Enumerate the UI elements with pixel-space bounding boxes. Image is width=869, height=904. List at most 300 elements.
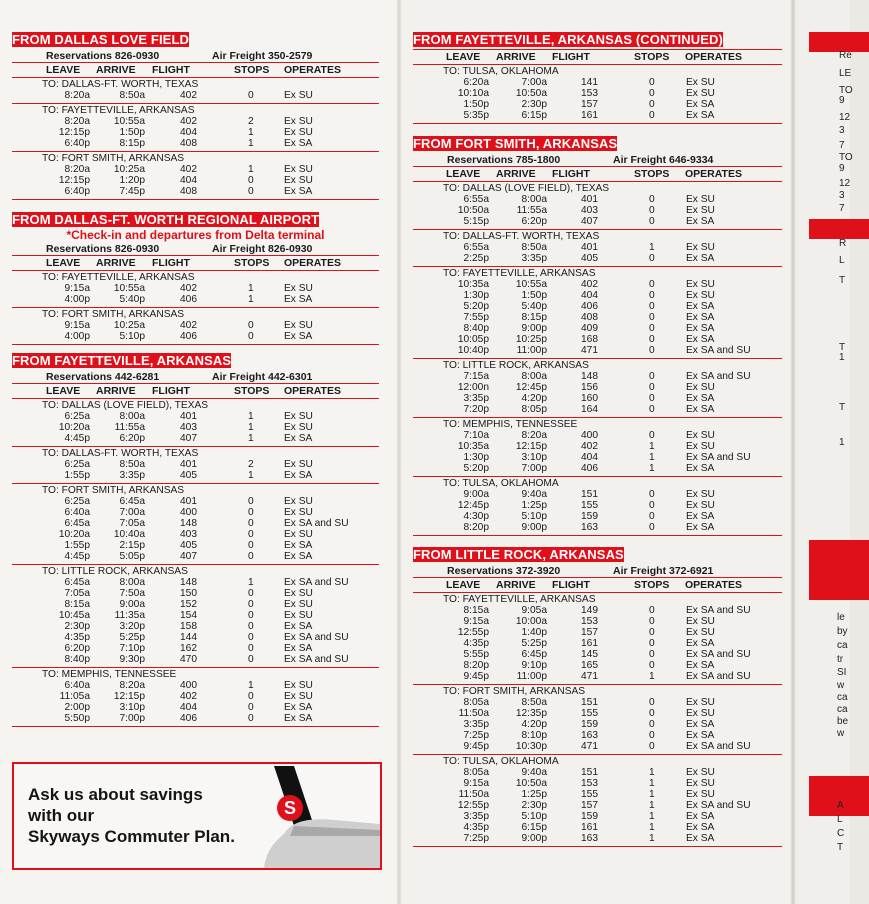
flight-row [413, 719, 782, 730]
arrive-time: 10:40a [113, 529, 145, 540]
operates-days: Ex SU [686, 194, 715, 205]
column-header-leave: LEAVE [446, 579, 481, 591]
arrive-time: 8:00a [521, 371, 547, 382]
operates-days: Ex SU [686, 708, 715, 719]
operates-days: Ex SA [284, 138, 313, 149]
flight-number: 404 [180, 127, 197, 138]
flight-row [12, 470, 379, 481]
leave-time: 3:35p [463, 719, 489, 730]
arrive-time: 5:25p [119, 632, 145, 643]
section-title: FROM DALLAS LOVE FIELD [12, 32, 189, 47]
arrive-time: 3:10p [119, 702, 145, 713]
stops-count: 1 [649, 452, 655, 463]
arrive-time: 8:00a [119, 411, 145, 422]
flight-row [12, 283, 379, 294]
arrive-time: 8:15p [521, 312, 547, 323]
flight-row [413, 463, 782, 474]
leave-time: 7:25p [463, 833, 489, 844]
leave-time: 8:05a [463, 767, 489, 778]
flight-row [413, 441, 782, 452]
column-header-stops: STOPS [234, 64, 270, 76]
operates-days: Ex SU [284, 411, 313, 422]
arrive-time: 2:30p [521, 99, 547, 110]
leave-time: 8:40p [463, 323, 489, 334]
promo-line-1: Ask us about savings [28, 785, 203, 804]
column-headers [12, 62, 379, 78]
destination-group [12, 399, 379, 447]
leave-time: 6:40a [64, 507, 90, 518]
partial-text-fragment: T [839, 402, 846, 413]
destination-group [413, 182, 782, 230]
leave-time: 3:35p [463, 811, 489, 822]
column-headers [413, 577, 782, 593]
column-header-stops: STOPS [234, 385, 270, 397]
flight-number: 408 [180, 186, 197, 197]
flight-row [12, 529, 379, 540]
arrive-time: 1:50p [119, 127, 145, 138]
flight-row [413, 382, 782, 393]
stops-count: 0 [649, 660, 655, 671]
flight-row [413, 522, 782, 533]
partial-text-fragment: w [837, 728, 845, 739]
flight-number: 150 [180, 588, 197, 599]
leave-time: 2:00p [64, 702, 90, 713]
schedule-section [12, 351, 379, 727]
flight-number: 400 [180, 680, 197, 691]
flight-row [12, 411, 379, 422]
destination-group [413, 418, 782, 477]
flight-row [413, 811, 782, 822]
destination-label [12, 484, 379, 496]
partial-text-fragment: LE [839, 68, 852, 79]
leave-time: 9:00a [463, 489, 489, 500]
operates-days: Ex SA [686, 253, 715, 264]
airplane-tail-image [254, 764, 380, 868]
flight-row [413, 660, 782, 671]
column-header-arrive: ARRIVE [96, 385, 136, 397]
flight-row [12, 496, 379, 507]
stops-count: 0 [649, 88, 655, 99]
flight-row [12, 540, 379, 551]
stops-count: 0 [649, 382, 655, 393]
flight-row [413, 489, 782, 500]
operates-days: Ex SA [686, 638, 715, 649]
arrive-time: 9:00p [521, 323, 547, 334]
column-headers [413, 166, 782, 182]
leave-time: 4:35p [463, 822, 489, 833]
stops-count: 1 [248, 577, 254, 588]
leave-time: 9:15a [463, 778, 489, 789]
leave-time: 4:30p [463, 511, 489, 522]
destination-text: TO: MEMPHIS, TENNESSEE [42, 669, 177, 680]
leave-time: 9:15a [64, 320, 90, 331]
partial-text-fragment: by [837, 626, 848, 637]
arrive-time: 9:40a [521, 489, 547, 500]
flight-row [413, 616, 782, 627]
stops-count: 0 [649, 99, 655, 110]
destination-label [413, 65, 782, 77]
stops-count: 1 [649, 767, 655, 778]
arrive-time: 1:40p [521, 627, 547, 638]
destination-text: TO: DALLAS (LOVE FIELD), TEXAS [42, 400, 209, 411]
partial-text-fragment: T [837, 842, 844, 853]
leave-time: 10:50a [457, 205, 489, 216]
flight-number: 404 [581, 290, 598, 301]
partial-red-bar [809, 32, 869, 52]
operates-days: Ex SU [284, 680, 313, 691]
flight-number: 402 [581, 441, 598, 452]
operates-days: Ex SU [284, 422, 313, 433]
flight-number: 407 [180, 551, 197, 562]
leave-time: 7:10a [463, 430, 489, 441]
flight-number: 407 [581, 216, 598, 227]
stops-count: 1 [248, 127, 254, 138]
stops-count: 0 [248, 320, 254, 331]
operates-days: Ex SA and SU [284, 632, 349, 643]
flight-number: 168 [581, 334, 598, 345]
flight-row [413, 822, 782, 833]
stops-count: 0 [649, 719, 655, 730]
operates-days: Ex SU [284, 691, 313, 702]
leave-time: 4:35p [463, 638, 489, 649]
flight-row [12, 577, 379, 588]
flight-row [413, 452, 782, 463]
stops-count: 0 [649, 205, 655, 216]
stops-count: 1 [248, 433, 254, 444]
stops-count: 0 [248, 90, 254, 101]
leave-time: 10:45a [58, 610, 90, 621]
flight-row [413, 789, 782, 800]
arrive-time: 10:25p [515, 334, 547, 345]
flight-number: 403 [180, 422, 197, 433]
column-header-arrive: ARRIVE [96, 64, 136, 76]
partial-text-fragment: 7 [839, 203, 845, 214]
leave-time: 7:15a [463, 371, 489, 382]
contact-line [12, 370, 379, 383]
operates-days: Ex SA [686, 312, 715, 323]
air-freight-number: Air Freight 372-6921 [613, 565, 714, 577]
stops-count: 1 [649, 463, 655, 474]
operates-days: Ex SA [284, 621, 313, 632]
destination-text: TO: FAYETTEVILLE, ARKANSAS [443, 268, 596, 279]
flight-row [413, 253, 782, 264]
destination-text: TO: FAYETTEVILLE, ARKANSAS [42, 272, 195, 283]
flight-number: 401 [581, 242, 598, 253]
leave-time: 5:50p [64, 713, 90, 724]
operates-days: Ex SA and SU [284, 654, 349, 665]
stops-count: 1 [649, 822, 655, 833]
destination-label [12, 78, 379, 90]
destination-text: TO: FORT SMITH, ARKANSAS [42, 309, 185, 320]
flight-row [413, 216, 782, 227]
schedule-section [12, 210, 379, 345]
leave-time: 6:20p [64, 643, 90, 654]
flight-row [12, 713, 379, 724]
stops-count: 2 [248, 116, 254, 127]
arrive-time: 3:35p [521, 253, 547, 264]
destination-group [12, 668, 379, 727]
promo-text [28, 784, 235, 847]
stops-count: 0 [649, 522, 655, 533]
flight-number: 404 [180, 702, 197, 713]
stops-count: 1 [248, 283, 254, 294]
stops-count: 0 [649, 616, 655, 627]
column-header-arrive: ARRIVE [96, 257, 136, 269]
flight-row [413, 77, 782, 88]
arrive-time: 5:10p [521, 511, 547, 522]
destination-text: TO: LITTLE ROCK, ARKANSAS [443, 360, 589, 371]
flight-row [12, 186, 379, 197]
partial-text-fragment: R [839, 238, 847, 249]
operates-days: Ex SA and SU [686, 649, 751, 660]
destination-group [12, 152, 379, 200]
stops-count: 0 [649, 638, 655, 649]
leave-time: 6:45a [64, 577, 90, 588]
operates-days: Ex SA and SU [686, 345, 751, 356]
partial-text-fragment: 7 [839, 140, 845, 151]
destination-text: TO: DALLAS-FT. WORTH, TEXAS [443, 231, 600, 242]
destination-text: TO: TULSA, OKLAHOMA [443, 66, 559, 77]
column-headers [12, 255, 379, 271]
flight-row [12, 610, 379, 621]
schedule-section [12, 30, 379, 200]
arrive-time: 7:00p [119, 713, 145, 724]
leave-time: 9:45p [463, 741, 489, 752]
arrive-time: 3:20p [119, 621, 145, 632]
leave-time: 8:15a [463, 605, 489, 616]
flight-number: 406 [180, 294, 197, 305]
flight-row [12, 632, 379, 643]
leave-time: 12:55p [457, 800, 489, 811]
reservations-number: Reservations 826-0930 [46, 243, 160, 255]
destination-label [12, 308, 379, 320]
flight-number: 157 [581, 627, 598, 638]
partial-red-bar [809, 540, 869, 600]
leave-time: 8:40p [64, 654, 90, 665]
destination-text: TO: DALLAS-FT. WORTH, TEXAS [42, 79, 199, 90]
flight-row [12, 175, 379, 186]
flight-number: 405 [581, 253, 598, 264]
destination-label [12, 565, 379, 577]
arrive-time: 10:50a [515, 88, 547, 99]
operates-days: Ex SU [686, 616, 715, 627]
leave-time: 8:20p [463, 660, 489, 671]
stops-count: 0 [248, 588, 254, 599]
flight-row [12, 164, 379, 175]
column-header-flight: FLIGHT [152, 257, 190, 269]
leave-time: 7:20p [463, 404, 489, 415]
flight-number: 471 [581, 741, 598, 752]
arrive-time: 9:30p [119, 654, 145, 665]
flight-number: 408 [180, 138, 197, 149]
leave-time: 9:15a [64, 283, 90, 294]
flight-row [12, 702, 379, 713]
partial-text-fragment: w [837, 680, 845, 691]
partial-text-fragment: ca [837, 692, 848, 703]
flight-row [12, 551, 379, 562]
partial-text-fragment: 12 [839, 178, 851, 189]
flight-number: 402 [180, 320, 197, 331]
flight-number: 151 [581, 767, 598, 778]
air-freight-number: Air Freight 646-9334 [613, 154, 714, 166]
stops-count: 0 [649, 279, 655, 290]
stops-count: 1 [649, 778, 655, 789]
flight-number: 155 [581, 500, 598, 511]
stops-count: 0 [248, 529, 254, 540]
flight-row [12, 127, 379, 138]
leave-time: 4:00p [64, 331, 90, 342]
leave-time: 12:15p [58, 127, 90, 138]
flight-number: 163 [581, 730, 598, 741]
flight-row [413, 778, 782, 789]
operates-days: Ex SU [686, 789, 715, 800]
leave-time: 4:45p [64, 551, 90, 562]
flight-number: 401 [180, 496, 197, 507]
operates-days: Ex SA [284, 470, 313, 481]
flight-row [413, 334, 782, 345]
destination-group [413, 593, 782, 685]
leave-time: 5:20p [463, 301, 489, 312]
leave-time: 9:45p [463, 671, 489, 682]
stops-count: 1 [248, 470, 254, 481]
destination-text: TO: FORT SMITH, ARKANSAS [42, 485, 185, 496]
arrive-time: 6:20p [521, 216, 547, 227]
column-header-operates: OPERATES [685, 51, 742, 63]
flight-row [413, 312, 782, 323]
operates-days: Ex SU [284, 320, 313, 331]
leave-time: 6:25a [64, 411, 90, 422]
flight-number: 155 [581, 708, 598, 719]
column-header-flight: FLIGHT [152, 385, 190, 397]
flight-number: 402 [180, 164, 197, 175]
arrive-time: 8:00a [521, 194, 547, 205]
partial-text-fragment: be [837, 716, 849, 727]
operates-days: Ex SU [284, 116, 313, 127]
flight-row [413, 708, 782, 719]
leave-time: 7:25p [463, 730, 489, 741]
arrive-time: 1:25p [521, 500, 547, 511]
flight-number: 402 [180, 90, 197, 101]
operates-days: Ex SA and SU [686, 371, 751, 382]
operates-days: Ex SA [686, 334, 715, 345]
column-header-arrive: ARRIVE [496, 579, 536, 591]
arrive-time: 8:15p [119, 138, 145, 149]
stops-count: 0 [649, 216, 655, 227]
partial-text-fragment: 12 [839, 112, 851, 123]
operates-days: Ex SU [686, 627, 715, 638]
column-header-leave: LEAVE [446, 51, 481, 63]
stops-count: 0 [248, 610, 254, 621]
contact-line [12, 49, 379, 62]
arrive-time: 5:10p [119, 331, 145, 342]
partial-text-fragment: 9 [839, 163, 845, 174]
destination-text: TO: TULSA, OKLAHOMA [443, 756, 559, 767]
flight-number: 161 [581, 822, 598, 833]
stops-count: 0 [248, 551, 254, 562]
operates-days: Ex SU [686, 382, 715, 393]
flight-number: 159 [581, 811, 598, 822]
leave-time: 3:35p [463, 393, 489, 404]
operates-days: Ex SA and SU [686, 452, 751, 463]
arrive-time: 11:55a [516, 205, 547, 216]
destination-group [12, 484, 379, 565]
stops-count: 0 [649, 77, 655, 88]
leave-time: 10:20a [58, 422, 90, 433]
arrive-time: 12:35p [515, 708, 547, 719]
flight-number: 151 [581, 489, 598, 500]
operates-days: Ex SA [686, 393, 715, 404]
leave-time: 1:55p [64, 540, 90, 551]
flight-number: 151 [581, 697, 598, 708]
operates-days: Ex SA [686, 660, 715, 671]
promo-line-3: Skyways Commuter Plan. [28, 827, 235, 846]
operates-days: Ex SU [284, 507, 313, 518]
stops-count: 0 [248, 691, 254, 702]
stops-count: 0 [649, 500, 655, 511]
flight-row [413, 511, 782, 522]
flight-row [413, 833, 782, 844]
stops-count: 0 [649, 730, 655, 741]
destination-label [12, 447, 379, 459]
flight-row [413, 345, 782, 356]
destination-label [12, 104, 379, 116]
flight-row [413, 301, 782, 312]
flight-row [413, 605, 782, 616]
arrive-time: 7:05a [119, 518, 145, 529]
flight-number: 400 [180, 507, 197, 518]
section-title: FROM LITTLE ROCK, ARKANSAS [413, 547, 624, 562]
flight-number: 153 [581, 778, 598, 789]
arrive-time: 9:00a [119, 599, 145, 610]
stops-count: 1 [248, 680, 254, 691]
section-title: FROM FAYETTEVILLE, ARKANSAS (CONTINUED) [413, 32, 723, 47]
arrive-time: 6:45a [119, 496, 145, 507]
column-header-operates: OPERATES [284, 64, 341, 76]
destination-group [12, 78, 379, 104]
leave-time: 8:20p [463, 522, 489, 533]
leave-time: 6:40p [64, 186, 90, 197]
flight-row [413, 627, 782, 638]
flight-number: 159 [581, 719, 598, 730]
operates-days: Ex SA [686, 811, 715, 822]
reservations-number: Reservations 372-3920 [447, 565, 561, 577]
leave-time: 5:35p [463, 110, 489, 121]
leave-time: 5:15p [463, 216, 489, 227]
destination-label [413, 755, 782, 767]
section-note: *Check-in and departures from Delta terminal [66, 228, 325, 242]
flight-number: 406 [180, 331, 197, 342]
arrive-time: 8:10p [521, 730, 547, 741]
destination-text: TO: TULSA, OKLAHOMA [443, 478, 559, 489]
partial-text-fragment: tr [837, 654, 844, 665]
destination-label [413, 182, 782, 194]
partial-text-fragment: 9 [839, 95, 845, 106]
operates-days: Ex SA and SU [686, 741, 751, 752]
arrive-time: 2:15p [119, 540, 145, 551]
flight-row [413, 99, 782, 110]
stops-count: 0 [248, 713, 254, 724]
partial-text-fragment: TO [839, 152, 853, 163]
stops-count: 1 [649, 833, 655, 844]
leave-time: 10:05p [457, 334, 489, 345]
operates-days: Ex SU [686, 88, 715, 99]
stops-count: 0 [248, 599, 254, 610]
flight-number: 145 [581, 649, 598, 660]
arrive-time: 6:15p [521, 822, 547, 833]
air-freight-number: Air Freight 826-0930 [212, 243, 313, 255]
reservations-number: Reservations 826-0930 [46, 50, 160, 62]
destination-label [413, 359, 782, 371]
